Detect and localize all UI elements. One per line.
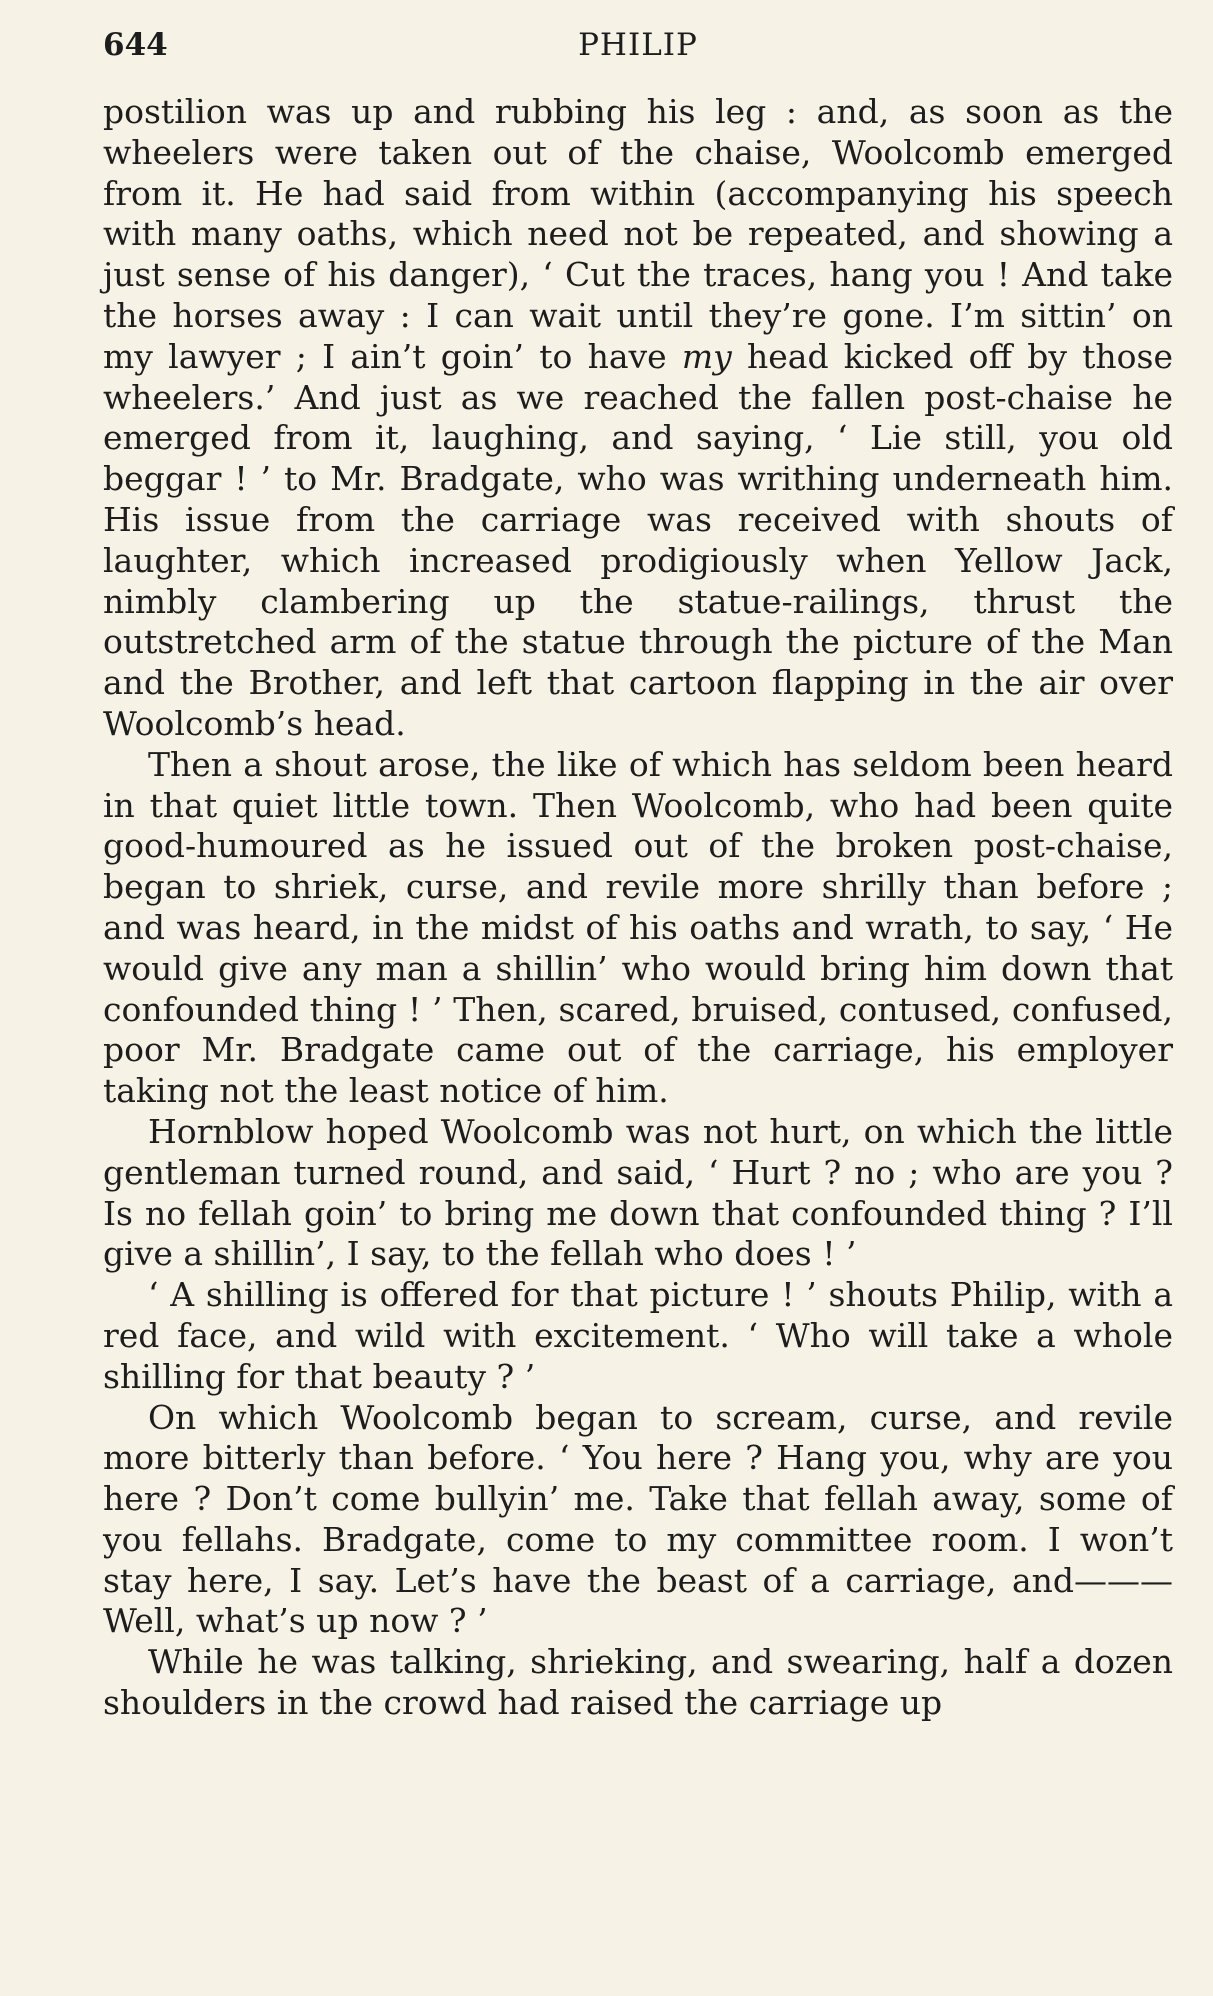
running-title: PHILIP [578,27,698,63]
paragraph-6: While he was talking, shrieking, and swearing, half a dozen shoulders in the crowd had raised the carriage up [103,1642,1173,1723]
paragraph-3: Hornblow hoped Woolcomb was not hurt, on which the little gentleman turned round, and said, ‘ Hurt ? no ; who are you ? Is no fellah goin’ to bring me down that confounded thing ? I’ll give a shillin’, I say, to the fellah who does ! ’ [103,1111,1173,1274]
body-text [103,92,1173,1724]
paragraph-4: ‘ A shilling is offered for that picture ! ’ shouts Philip, with a red face, and wild with excitement. ‘ Who will take a whole shilling for that beauty ? ’ [103,1275,1173,1396]
paragraph-1 [103,92,1173,745]
paragraph-1-text-a: postilion was up and rubbing his leg : and, as soon as the wheelers were taken out of the chaise, Woolcomb emerged from it. He had said from within (accompanying his speech with many oaths, which need not be repeated, and showing a just sense of his danger), ‘ Cut the traces, hang you ! And take the horses away : I can wait until they’re gone. I’m sittin’ on my lawyer ; I ain’t goin’ to have [103,92,1173,376]
paragraph-2: Then a shout arose, the like of which has seldom been heard in that quiet little town. Then Woolcomb, who had been quite good-humoured as he issued out of the broken post-chaise, began to shriek, curse, and revile more shrilly than before ; and was heard, in the midst of his oaths and wrath, to say, ‘ He would give any man a shillin’ who would bring him down that confounded thing ! ’ Then, scared, bruised, contused, confused, poor Mr. Bradgate came out of the carriage, his employer taking not the least notice of him. [103,744,1173,1111]
book-page [103,24,1173,1964]
running-head [103,24,1173,66]
paragraph-5: On which Woolcomb began to scream, curse, and revile more bitterly than before. ‘ You here ? Hang you, why are you here ? Don’t come bullyin’ me. Take that fellah away, some of you fellahs. Bradgate, come to my committee room. I won’t stay here, I say. Let’s have the beast of a carriage, and———Well, what’s up now ? ’ [103,1397,1173,1641]
paragraph-1-text-b: head kicked off by those wheelers.’ And just as we reached the fallen post-chaise he emerged from it, laughing, and saying, ‘ Lie still, you old beggar ! ’ to Mr. Bradgate, who was writhing underneath him. His issue from the carriage was received with shouts of laughter, which increased prodigiously when Yellow Jack, nimbly clambering up the statue-railings, thrust the outstretched arm of the statue through the picture of the Man and the Brother, and left that cartoon flapping in the air over Woolcomb’s head. [103,336,1174,743]
page-number: 644 [103,27,168,63]
emphasis-my: my [681,336,732,376]
